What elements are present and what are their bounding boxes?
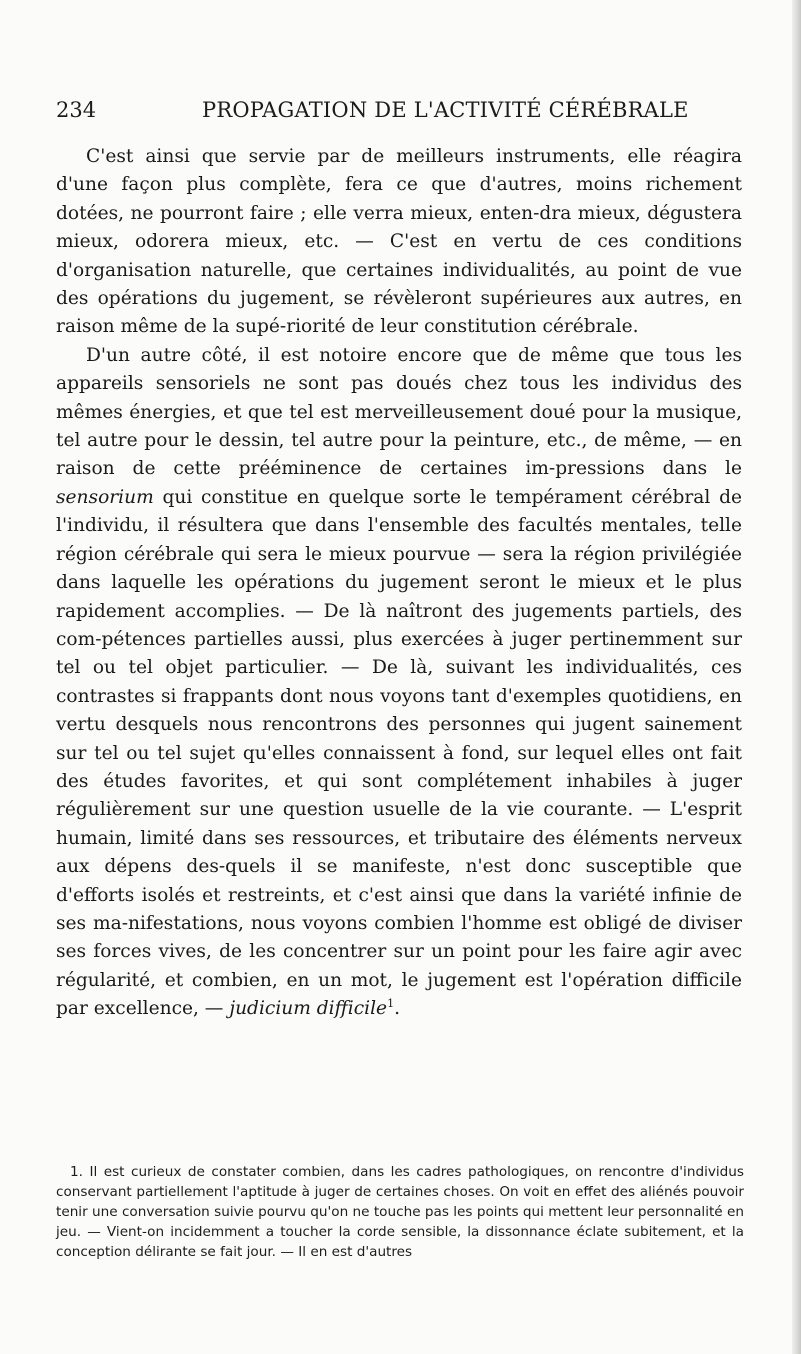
footnote xyxy=(56,1162,744,1262)
paragraph-1: C'est ainsi que servie par de meilleurs instruments, elle réagira d'une façon plus complète, fera ce que d'autres, moins richement dotées, ne pourront faire ; elle verra mieux, enten-dra mieux, dégustera mieux, odorera mieux, etc. — C'est en vertu de ces conditions d'organisation naturelle, que certaines individualités, au point de vue des opérations du jugement, se révèleront supérieures aux autres, en raison même de la supé-riorité de leur constitution cérébrale. xyxy=(56,146,742,338)
footnote-reference: 1 xyxy=(387,997,395,1011)
paragraph-2-part-b: qui constitue en quelque sorte le tempérament cérébral de l'individu, il résultera que dans l'ensemble des facultés mentales, telle région cérébrale qui sera le mieux pourvue — sera la région privilégiée dans laquelle les opérations du jugement seront le mieux et le plus rapidement accomplies. — De là naîtront des jugements partiels, des com-pétences partielles aussi, plus exercées à juger pertinemment sur tel ou tel objet particulier. — De là, suivant les individualités, ces contrastes si frappants dont nous voyons tant d'exemples quotidiens, en vertu desquels nous rencontrons des personnes qui jugent sainement sur tel ou tel sujet qu'elles connaissent à fond, sur lequel elles ont fait des études favorites, et qui sont complétement inhabiles à juger régulièrement sur une question usuelle de la vie courante. — L'esprit humain, limité dans ses ressources, et tributaire des éléments nerveux aux dépens des-quels il se manifeste, n'est donc susceptible que d'efforts isolés et restreints, et c'est ainsi que dans la variété infinie de ses ma-nifestations, nous voyons combien l'homme est obligé de diviser ses forces vives, de les concentrer sur un point pour les faire agir avec régularité, et combien, en un mot, le jugement est l'opération difficile par excellence, — xyxy=(56,486,742,1020)
page-edge-shadow xyxy=(792,0,801,1354)
page-number: 234 xyxy=(56,98,97,122)
paragraph-2-end: . xyxy=(394,998,400,1020)
footnote-paragraph xyxy=(56,1162,744,1262)
running-title: PROPAGATION DE L'ACTIVITÉ CÉRÉBRALE xyxy=(202,98,689,122)
footnote-number: 1. xyxy=(70,1164,83,1180)
paragraph-2-part-a: D'un autre côté, il est notoire encore que de même que tous les appareils sensoriels ne sont pas doués chez tous les individus des mêmes énergies, et que tel est merveilleusement doué pour la musique, tel autre pour le dessin, tel autre pour la peinture, etc., de même, — en raison de cette prééminence de certaines im-pressions dans le xyxy=(56,344,742,480)
paragraph-2 xyxy=(56,342,742,1024)
footnote-text: Il est curieux de constater combien, dans les cadres pathologiques, on rencontre d'individus conservant partiellement l'aptitude à juger de certaines choses. On voit en effet des aliénés pouvoir tenir une conversation suivie pourvu qu'on ne touche pas les points qui mettent leur personnalité en jeu. — Vient-on incidemment a toucher la corde sensible, la dissonnance éclate subitement, et la conception délirante se fait jour. — Il en est d'autres xyxy=(56,1164,744,1260)
main-text xyxy=(56,143,742,1024)
judicium-difficile-term: judicium difficile xyxy=(229,998,388,1020)
sensorium-term: sensorium xyxy=(56,486,154,508)
